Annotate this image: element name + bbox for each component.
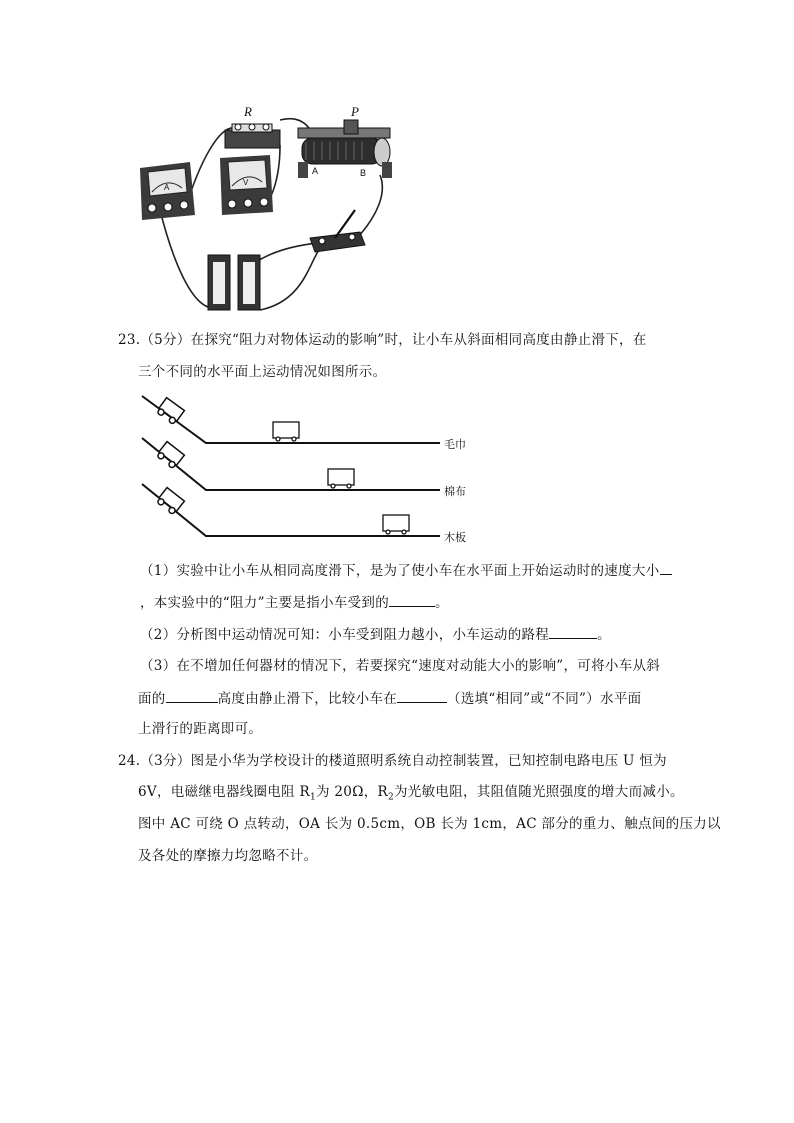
q23-part2-end: 。 — [597, 627, 611, 643]
q24-line1: 24.（3分）图是小华为学校设计的楼道照明系统自动控制装置，已知控制电路电压 U 恒为 — [118, 753, 667, 769]
switch-icon — [310, 210, 365, 252]
label-P: P — [351, 104, 359, 119]
q23-part3-text-c: （选填“相同”或“不同”）水平面 — [447, 691, 642, 707]
answer-blank[interactable] — [166, 688, 218, 703]
q24-line2-c: 为光敏电阻，其阻值随光照强度的增大而减小。 — [394, 784, 684, 800]
answer-blank[interactable] — [660, 560, 672, 575]
q23-stem-line1: 23.（5分）在探究“阻力对物体运动的影响”时，让小车从斜面相同高度由静止滑下，在 — [118, 332, 647, 348]
subscript-2: 2 — [387, 792, 394, 803]
subscript-1: 1 — [310, 792, 317, 803]
answer-blank[interactable] — [549, 624, 597, 639]
label-R: R — [244, 104, 252, 119]
voltmeter-icon — [220, 155, 273, 215]
resistor-icon — [225, 124, 280, 148]
label-A: A — [312, 166, 319, 176]
q23-part3-line2 — [138, 688, 641, 709]
q23-part2 — [140, 624, 611, 645]
q23-part2-text: （2）分析图中运动情况可知：小车受到阻力越小，小车运动的路程 — [140, 627, 550, 643]
answer-blank[interactable] — [397, 688, 447, 703]
q23-part3-text-a: 面的 — [138, 691, 166, 707]
slope-experiment-figure — [140, 388, 490, 548]
label-B: B — [360, 168, 367, 178]
q23-part3-line3: 上滑行的距离即可。 — [138, 721, 263, 737]
q24-line3: 图中 AC 可绕 O 点转动，OA 长为 0.5cm，OB 长为 1cm，AC 部分的重力、触点间的压力以 — [138, 816, 721, 832]
cart-icon — [273, 422, 409, 534]
q23-part3-line1: （3）在不增加任何器材的情况下，若要探究“速度对动能大小的影响”，可将小车从斜 — [140, 658, 661, 674]
q23-stem-line2: 三个不同的水平面上运动情况如图所示。 — [138, 364, 387, 380]
surface-label-wood: 木板 — [444, 531, 466, 544]
q23-part1-line1 — [140, 560, 672, 581]
q23-part3-text-b: 高度由静止滑下，比较小车在 — [217, 691, 398, 707]
ammeter-label: A — [164, 183, 170, 192]
answer-blank[interactable] — [389, 592, 435, 607]
q24-line2-b: 为 20Ω，R — [316, 784, 388, 800]
q23-part1-text: （1）实验中让小车从相同高度滑下，是为了使小车在水平面上开始运动时的速度大小 — [140, 563, 660, 579]
voltmeter-label: V — [243, 178, 249, 187]
battery-icon — [208, 255, 260, 310]
q24-line2 — [138, 782, 684, 808]
q24-line4: 及各处的摩擦力均忽略不计。 — [138, 848, 318, 864]
q23-part1-line2 — [140, 592, 449, 613]
circuit-figure — [130, 100, 410, 320]
q23-part1-text2: ，本实验中的“阻力”主要是指小车受到的 — [140, 595, 390, 611]
ammeter-icon — [140, 162, 195, 220]
q23-part1-end: 。 — [435, 595, 449, 611]
surface-label-cotton: 棉布 — [444, 485, 466, 498]
q24-line2-a: 6V，电磁继电器线圈电阻 R — [138, 784, 310, 800]
surface-label-towel: 毛巾 — [444, 438, 466, 451]
cart-icon — [156, 398, 184, 516]
